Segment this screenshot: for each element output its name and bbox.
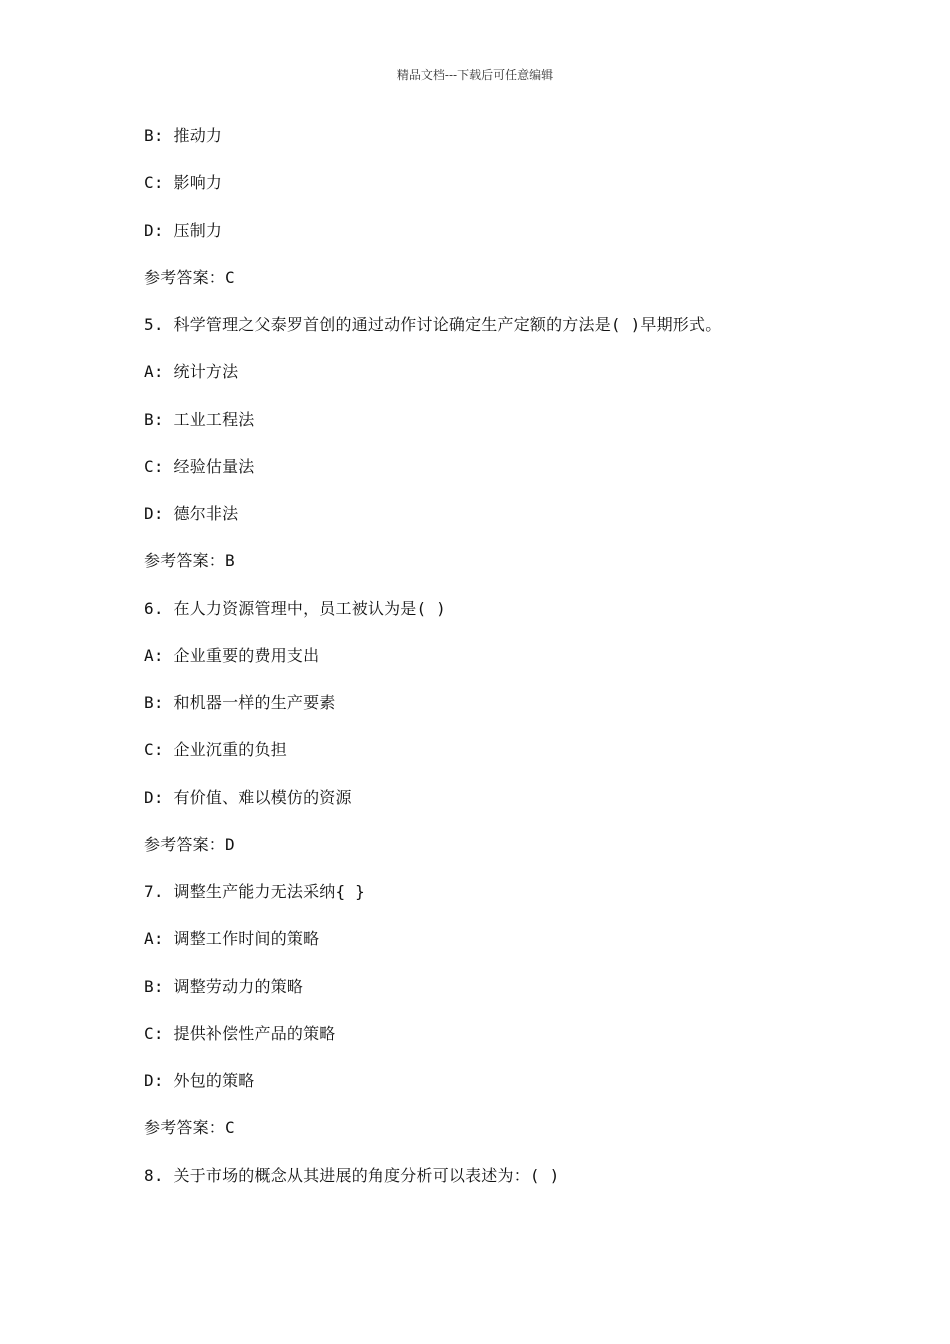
option-d-line: D: 德尔非法 (144, 504, 239, 523)
question-7: 7. 调整生产能力无法采纳{ } (144, 882, 365, 901)
option-d-line: D: 有价值、难以模仿的资源 (144, 787, 352, 807)
page-header: 精品文档---下载后可任意编辑 (396, 68, 554, 82)
option-c-line: C: 企业沉重的负担 (144, 740, 287, 760)
option-a-line: A: 调整工作时间的策略 (144, 929, 320, 949)
option-a-line: A: 统计方法 (144, 362, 239, 382)
option-d-line: D: 外包的策略 (144, 1071, 255, 1090)
option-b-line: B: 推动力 (144, 126, 223, 145)
question-5: 5. 科学管理之父泰罗首创的通过动作讨论确定生产定额的方法是( )早期形式。 (144, 315, 722, 334)
option-c-line: C: 经验估量法 (144, 456, 255, 476)
question-6: 6. 在人力资源管理中，员工被认为是( ) (144, 598, 446, 618)
answer-line: 参考答案：C (144, 1118, 235, 1138)
answer-line: 参考答案：C (144, 267, 235, 287)
answer-line: 参考答案：B (144, 551, 235, 571)
option-c-line: C: 影响力 (144, 173, 223, 193)
question-8: 8. 关于市场的概念从其进展的角度分析可以表述为：( ) (144, 1165, 560, 1185)
option-c-line: C: 提供补偿性产品的策略 (144, 1023, 336, 1043)
option-b-line: B: 工业工程法 (144, 409, 255, 429)
answer-line: 参考答案：D (144, 834, 235, 854)
option-b-line: B: 调整劳动力的策略 (144, 976, 304, 996)
option-a-line: A: 企业重要的费用支出 (144, 645, 320, 665)
document-body (144, 124, 904, 1211)
option-b-line: B: 和机器一样的生产要素 (144, 693, 336, 712)
option-d-line: D: 压制力 (144, 220, 223, 240)
